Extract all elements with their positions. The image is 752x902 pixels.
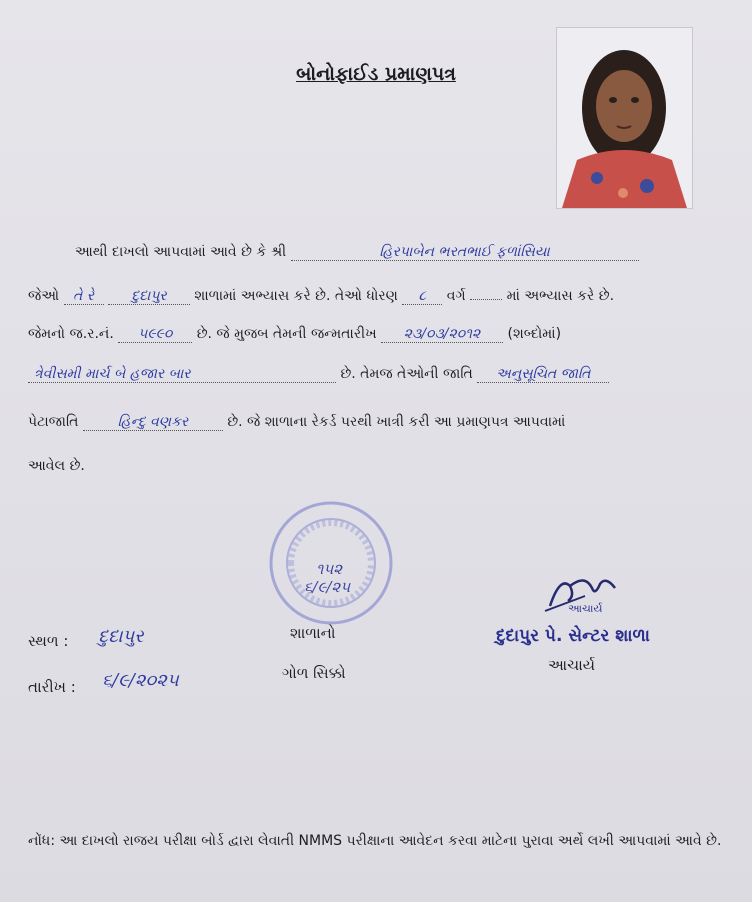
body-line-4 <box>28 366 609 383</box>
line5-text-a: પેટાજાતિ <box>28 414 79 430</box>
body-line-6 <box>28 458 85 474</box>
standard-field: ૮ <box>402 288 442 305</box>
line2-text-a: જેઓ <box>28 288 60 304</box>
footer-note: નોંધ: આ દાખલો રાજય પરીક્ષા બોર્ડ દ્વારા લેવાતી NMMS પરીક્ષાના આવેદન કરવા માટેના પુરાવા અર્થે લખી આપવામાં આવે છે. <box>28 833 722 849</box>
seal-date: ૬/૯/૨૫ <box>304 578 351 596</box>
subcaste-field: હિન્દુ વણકર <box>83 414 223 431</box>
school-name-field: દુદાપુર <box>108 288 190 305</box>
place-value: દુદાપુર <box>98 626 144 647</box>
birth-date-words-field: ત્રેવીસમી માર્ચ બે હજાર બાર <box>28 366 336 383</box>
line3-text-a: જેમનો જ.ર.નં. <box>28 326 114 342</box>
line4-text-b: છે. તેમજ તેઓની જાતિ <box>340 366 473 382</box>
line2-text-c: વર્ગ <box>446 288 466 304</box>
seal-label-line2: ગોળ સિક્કો <box>282 664 346 682</box>
line2-text-d: માં અભ્યાસ કરે છે. <box>506 288 615 304</box>
registration-number-field: ૫૯૯૦ <box>118 326 192 343</box>
school-name-stamp: દુદાપુર પે. સેન્ટર શાળા <box>496 626 650 646</box>
caste-field: અનુસૂચિત જાતિ <box>477 366 609 383</box>
student-photo <box>556 27 693 209</box>
principal-designation: આચાર્ય <box>548 656 596 674</box>
line5-text-b: છે. જે શાળાના રેકર્ડ પરથી ખાત્રી કરી આ પ્રમાણપત્ર આપવામાં <box>227 414 566 430</box>
class-division-field <box>470 299 502 300</box>
place-label: સ્થળ : <box>28 632 69 650</box>
body-line-2 <box>28 288 614 305</box>
village-prefix-field: તે રે <box>64 288 104 305</box>
seal-number: ૧૫૨ <box>316 560 343 578</box>
line1-prefix: આથી દાખલો આપવામાં આવે છે કે શ્રી <box>75 244 287 260</box>
student-name-field: હિરપાબેન ભરતભાઈ ફળાંસિયા <box>291 244 639 261</box>
body-line-5 <box>28 414 565 431</box>
body-line-3 <box>28 326 561 343</box>
date-label: તારીખ : <box>28 678 76 696</box>
seal-label-line1: શાળાનો <box>290 624 336 642</box>
date-value: ૬/૯/૨૦૨૫ <box>102 670 179 691</box>
birth-date-field: ૨૩/૦૩/૨૦૧૨ <box>381 326 503 343</box>
line6-text: આવેલ છે. <box>28 458 85 474</box>
line3-text-b: છે. જે મુજબ તેમની જન્મતારીખ <box>196 326 377 342</box>
line3-text-c: (શબ્દોમાં) <box>507 326 562 342</box>
principal-designation-handwritten: આચાર્ય <box>568 602 603 615</box>
body-line-1 <box>75 244 639 261</box>
certificate-title: બોનોફાઈડ પ્રમાણપત્ર <box>296 63 456 85</box>
line2-text-b: શાળામાં અભ્યાસ કરે છે. તેઓ ધોરણ <box>194 288 398 304</box>
